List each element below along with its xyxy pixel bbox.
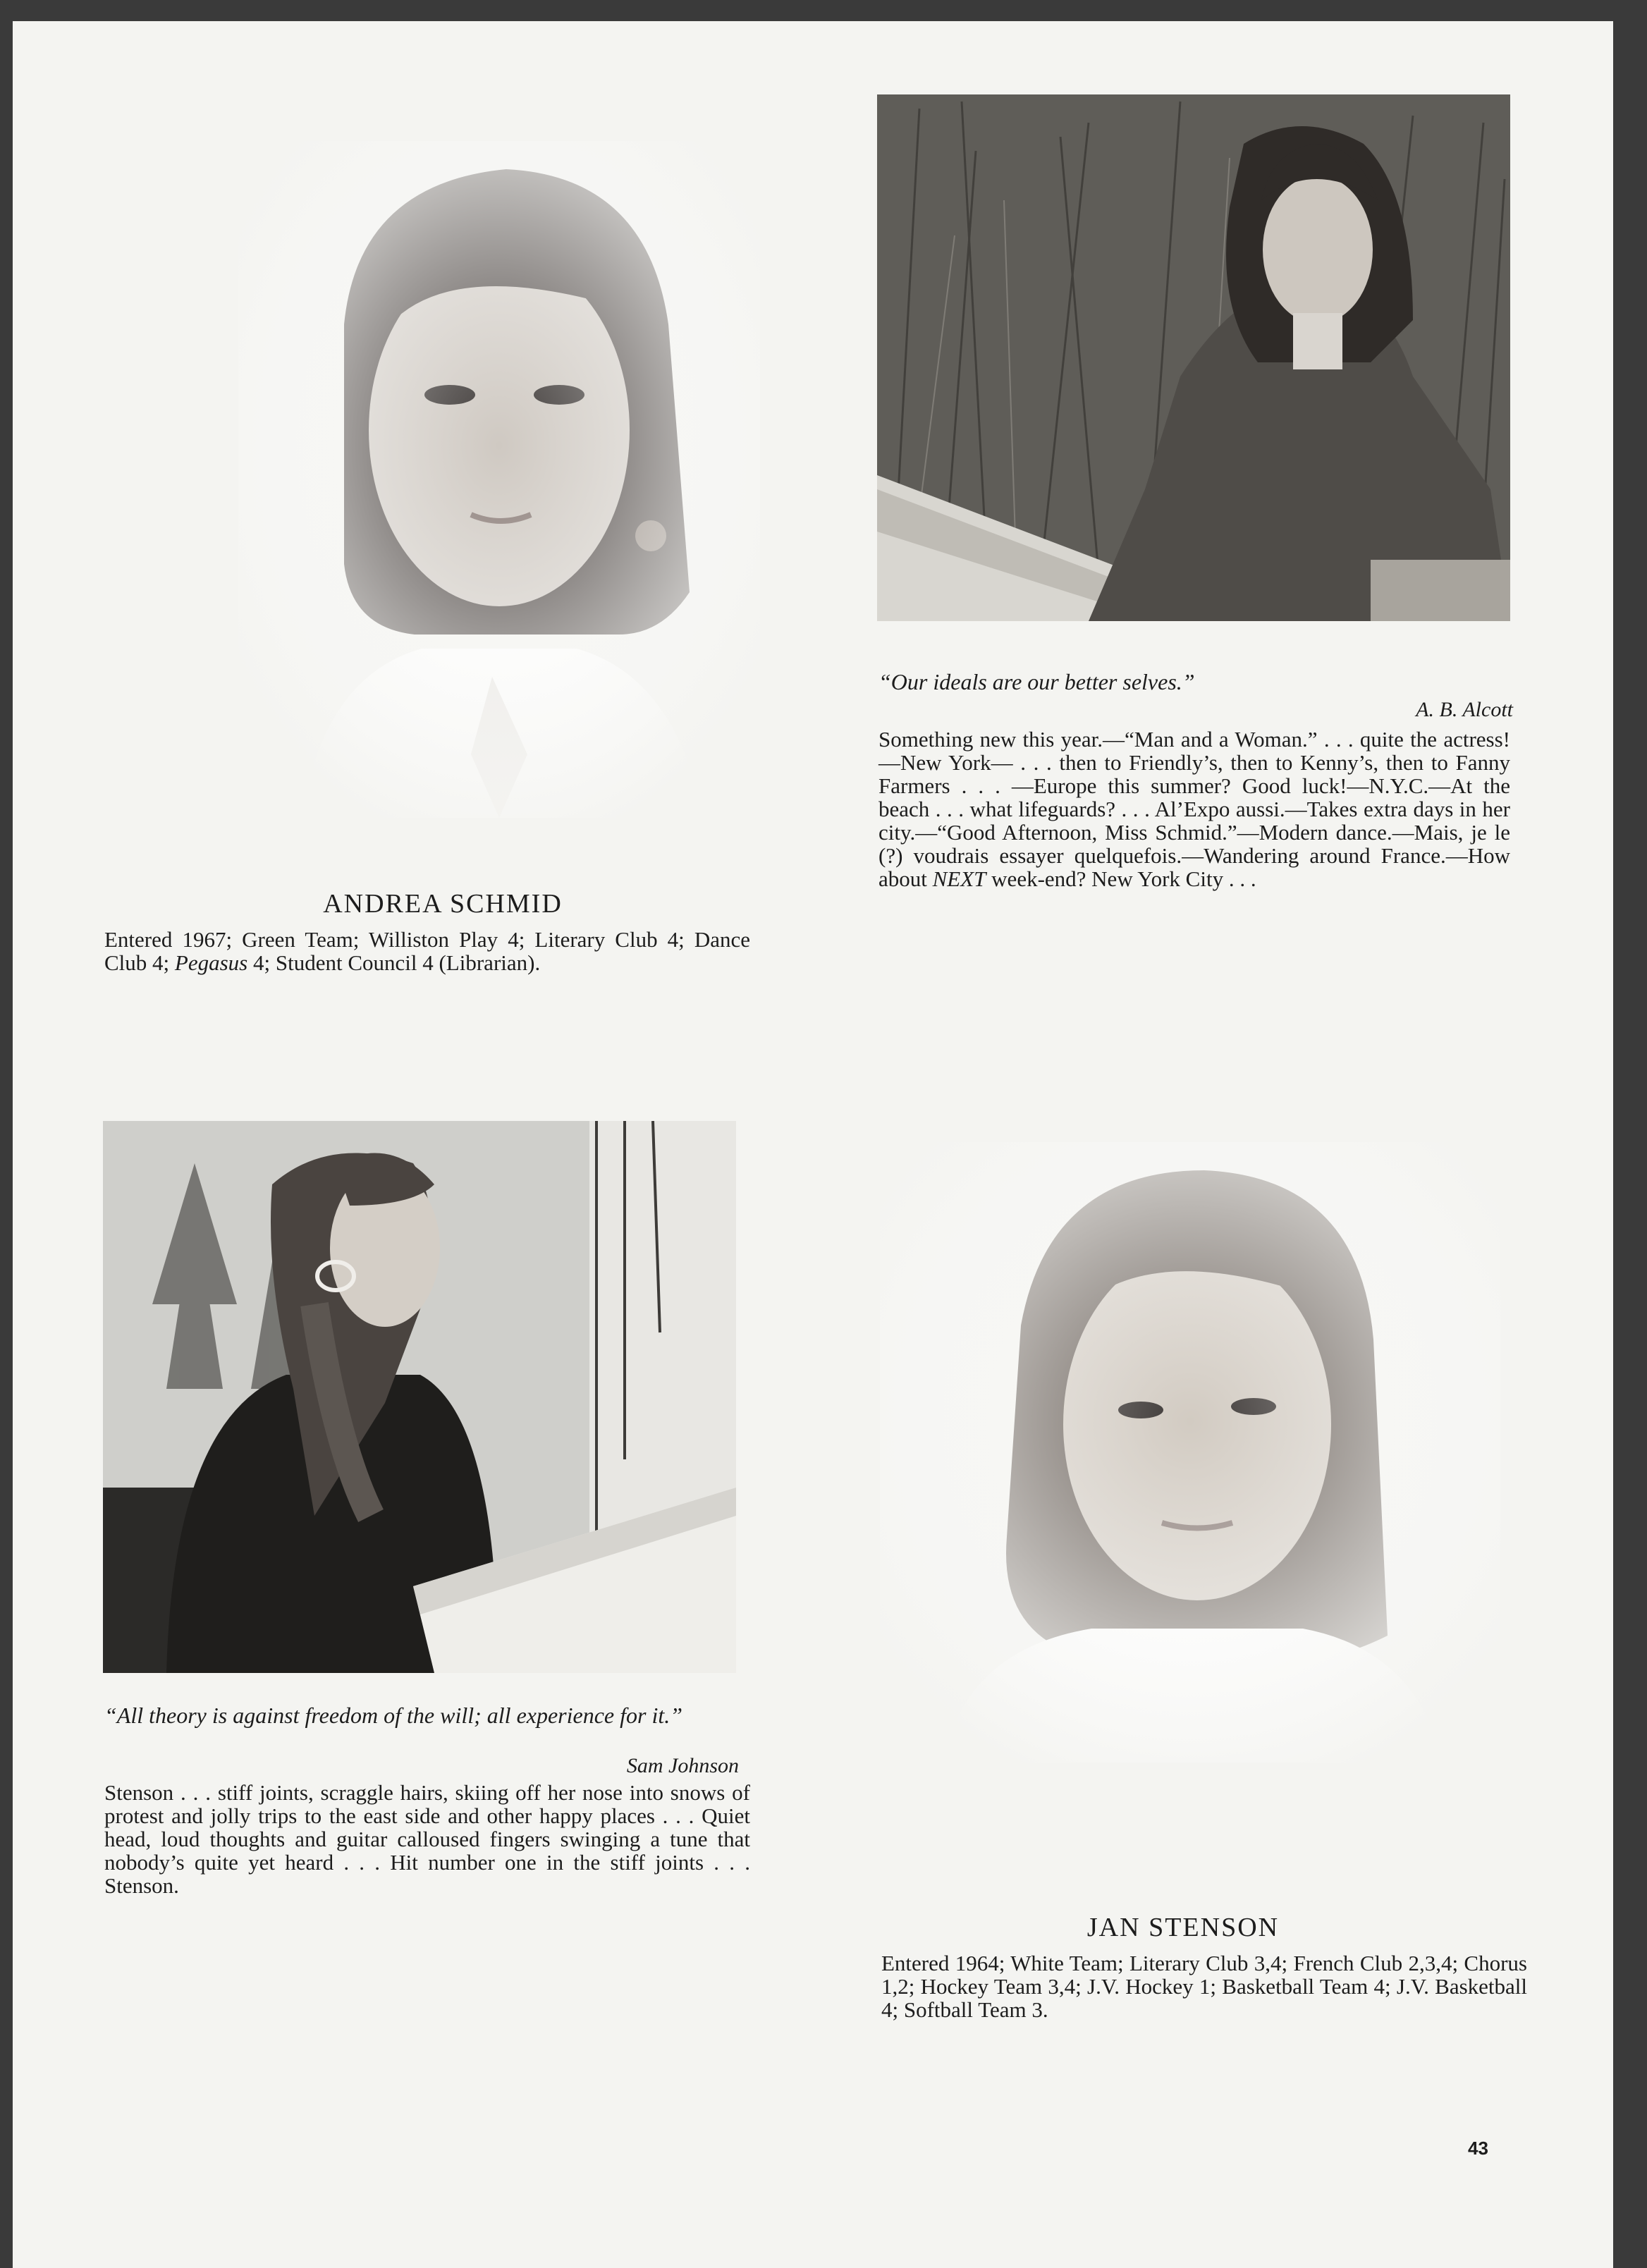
activities-pegasus: Pegasus [174, 950, 248, 975]
writeup-next: NEXT [932, 866, 986, 891]
andrea-schmid-activities [104, 928, 750, 974]
jan-stenson-candid-photo [103, 1121, 736, 1673]
jan-stenson-quote: “All theory is against freedom of the will; all experience for it.” [104, 1703, 683, 1728]
andrea-schmid-candid-photo [877, 94, 1510, 621]
yearbook-page [13, 21, 1613, 2268]
andrea-schmid-portrait [238, 141, 760, 818]
jan-stenson-name: JAN STENSON [1086, 1913, 1280, 1942]
jan-stenson-portrait [880, 1142, 1500, 1763]
activities-text: Entered 1967; Green Team; Williston Play 4; Literary Club 4; Dance Club 4; [104, 927, 750, 975]
page-number: 43 [1468, 2138, 1488, 2159]
andrea-schmid-name: ANDREA SCHMID [323, 889, 563, 919]
andrea-schmid-quote-attribution: A. B. Alcott [1416, 698, 1513, 721]
activities-text-end: 4; Student Council 4 (Librarian). [247, 950, 541, 975]
andrea-schmid-quote: “Our ideals are our better selves.” [878, 669, 1195, 694]
jan-stenson-writeup: Stenson . . . stiff joints, scraggle hairs, skiing off her nose into snows of protest and jolly trips to the east side and other happy places . . . Quiet head, loud thoughts and guitar calloused fingers swinging a tune that nobody’s quite yet heard . . . Hit number one in the stiff joints . . . Stenson. [104, 1780, 750, 1898]
andrea-schmid-writeup [878, 728, 1510, 890]
jan-stenson-activities: Entered 1964; White Team; Literary Club 3,4; French Club 2,3,4; Chorus 1,2; Hockey Team 3,4; J.V. Hockey 1; Basketball Team 4; J.V. Basketball 4; Softball Team 3. [881, 1951, 1527, 2022]
writeup-text-end: week-end? New York City . . . [986, 866, 1256, 891]
jan-stenson-quote-attribution: Sam Johnson [626, 1754, 739, 1777]
writeup-text: Something new this year.—“Man and a Woman.” . . . quite the actress!—New York— . . . then to Friendly’s, then to Kenny’s, then to Fanny Farmers . . . —Europe this summer? Good luck!—N.Y.C.—At the beach . . . what lifeguards? . . . Al’Expo aussi.—Takes extra days in her city.—“Good Afternoon, Miss Schmid.”—Modern dance.—Mais, je le (?) voudrais essayer quelquefois.—Wandering around France.—How about [878, 727, 1510, 891]
